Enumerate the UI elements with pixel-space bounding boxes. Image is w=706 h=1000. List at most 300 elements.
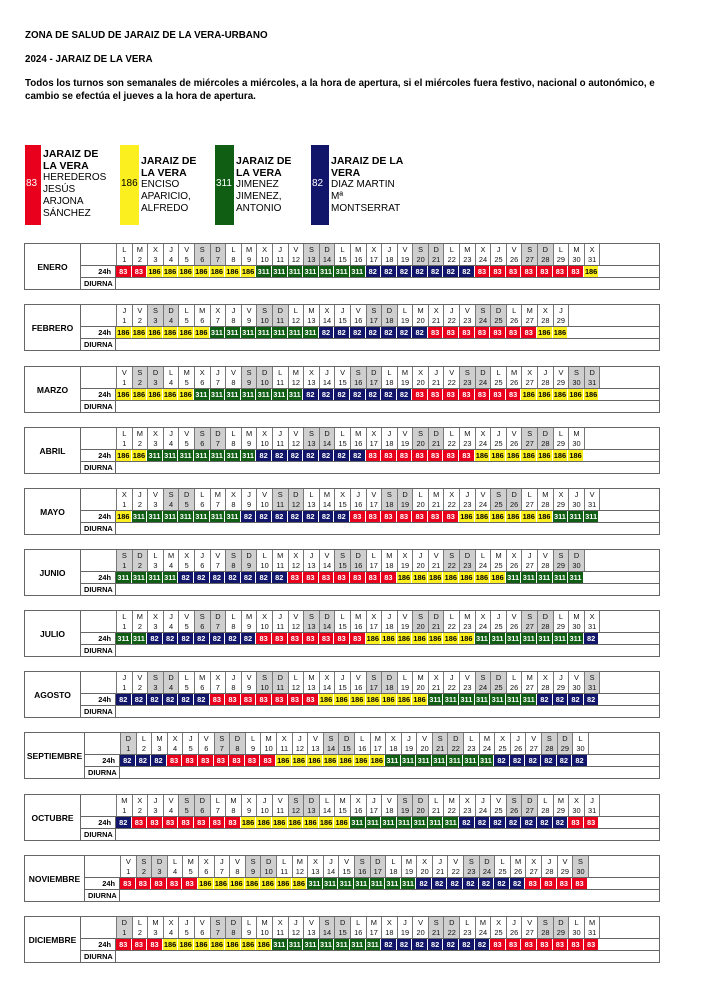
shift-cell: 83 xyxy=(568,266,584,277)
day-cell: M 12 xyxy=(293,856,309,877)
month-name: MAYO xyxy=(25,489,81,534)
shift-cell: 186 xyxy=(584,266,600,277)
shift-row-diurna xyxy=(81,522,659,534)
day-cell: L 28 xyxy=(538,795,554,816)
shift-cell: 83 xyxy=(428,511,444,522)
day-cell: L 11 xyxy=(273,367,289,388)
day-header-row xyxy=(81,367,659,388)
shift-cell: 82 xyxy=(494,878,510,889)
day-header-row xyxy=(81,550,659,571)
shift-cell: 83 xyxy=(303,572,319,583)
day-cell: V 19 xyxy=(398,611,414,632)
shift-cell: 82 xyxy=(428,939,444,950)
shift-cell: 83 xyxy=(151,878,167,889)
shift-cell: 83 xyxy=(136,878,152,889)
shift-cell: 311 xyxy=(288,266,304,277)
day-cell: X 20 xyxy=(417,856,433,877)
month-name: AGOSTO xyxy=(25,672,81,717)
shift-cell: 186 xyxy=(490,450,506,461)
shift-cell: 186 xyxy=(584,389,600,400)
day-cell: V 26 xyxy=(507,244,523,265)
shift-cell: 186 xyxy=(178,327,194,338)
shift-cell: 186 xyxy=(459,633,475,644)
day-cell: M 15 xyxy=(335,795,351,816)
month-block xyxy=(24,549,660,596)
day-cell: D 1 xyxy=(121,733,137,754)
day-cell: S 23 xyxy=(460,367,476,388)
shift-cell: 83 xyxy=(147,817,163,828)
legend-person: Mª xyxy=(331,191,344,202)
shift-cell: 311 xyxy=(334,939,350,950)
day-cell: J 25 xyxy=(491,244,507,265)
shift-cell: 83 xyxy=(225,817,241,828)
day-cell: J 11 xyxy=(273,428,289,449)
row-label: DIURNA xyxy=(81,645,116,656)
shift-cell: 83 xyxy=(490,327,506,338)
day-cell: M 10 xyxy=(261,733,277,754)
shift-cell: 83 xyxy=(568,939,584,950)
day-cell: S 14 xyxy=(324,733,340,754)
note-line-2: cambio se efectúa el jueves a la hora de apertura. xyxy=(25,91,256,102)
day-cell: X 25 xyxy=(491,917,507,938)
shift-cell: 83 xyxy=(366,511,382,522)
day-cell: J 31 xyxy=(585,795,601,816)
shift-cell: 83 xyxy=(521,939,537,950)
shift-cell: 83 xyxy=(506,939,522,950)
shift-cell: 82 xyxy=(381,327,397,338)
legend-color-swatch xyxy=(120,145,139,225)
shift-cell: 83 xyxy=(428,389,444,400)
shift-cell: 82 xyxy=(397,327,413,338)
shift-cell: 83 xyxy=(557,878,573,889)
day-cell: S 30 xyxy=(569,367,585,388)
day-cell: S 24 xyxy=(476,305,492,326)
day-cell: S 9 xyxy=(242,367,258,388)
shift-cell: 83 xyxy=(490,939,506,950)
shift-cell: 311 xyxy=(178,450,194,461)
day-cell: D 29 xyxy=(554,917,570,938)
shift-cell: 311 xyxy=(521,694,537,705)
shift-cell: 82 xyxy=(194,694,210,705)
row-label: DIURNA xyxy=(81,278,116,289)
shift-cell: 83 xyxy=(214,755,230,766)
day-cell: D 11 xyxy=(273,672,289,693)
row-label: 24h xyxy=(85,878,120,889)
shift-cell: 82 xyxy=(525,755,541,766)
day-cell: L 27 xyxy=(522,489,538,510)
day-cell: M 26 xyxy=(511,856,527,877)
day-cell: S 3 xyxy=(148,305,164,326)
shift-cell: 83 xyxy=(490,266,506,277)
shift-cell: 311 xyxy=(288,327,304,338)
day-cell: S 20 xyxy=(413,244,429,265)
day-cell: M 3 xyxy=(152,733,168,754)
shift-row-diurna xyxy=(81,400,659,412)
shift-cell: 186 xyxy=(443,572,459,583)
day-cell: V 27 xyxy=(522,917,538,938)
shift-cell: 311 xyxy=(210,327,226,338)
shift-cell: 311 xyxy=(116,633,132,644)
day-cell: M 16 xyxy=(351,611,367,632)
shift-cell: 311 xyxy=(241,450,257,461)
day-cell: J 22 xyxy=(444,305,460,326)
day-cell: D 17 xyxy=(367,367,383,388)
shift-cell: 82 xyxy=(416,878,432,889)
day-cell: D 7 xyxy=(211,611,227,632)
shift-cell: 186 xyxy=(412,694,428,705)
shift-cell: 186 xyxy=(350,694,366,705)
row-label: 24h xyxy=(81,572,116,583)
shift-cell: 311 xyxy=(288,389,304,400)
shift-cell: 83 xyxy=(459,450,475,461)
month-name: ENERO xyxy=(25,244,81,289)
shift-cell: 82 xyxy=(432,878,448,889)
shift-cell: 82 xyxy=(412,266,428,277)
day-cell: L 25 xyxy=(495,856,511,877)
shift-cell: 83 xyxy=(366,572,382,583)
shift-cell: 82 xyxy=(584,694,600,705)
shift-cell: 311 xyxy=(225,511,241,522)
day-cell: L 29 xyxy=(554,244,570,265)
day-cell: D 2 xyxy=(133,550,149,571)
shift-cell: 186 xyxy=(214,878,230,889)
shift-cell: 311 xyxy=(194,450,210,461)
shift-cell: 82 xyxy=(397,389,413,400)
shift-cell: 82 xyxy=(210,633,226,644)
day-cell: M 2 xyxy=(133,244,149,265)
month-name: FEBRERO xyxy=(25,305,81,350)
day-cell: V 23 xyxy=(460,305,476,326)
shift-cell: 186 xyxy=(256,939,272,950)
shift-cell: 82 xyxy=(568,694,584,705)
shift-cell: 83 xyxy=(521,266,537,277)
day-cell: D 9 xyxy=(242,550,258,571)
day-cell: S 19 xyxy=(398,795,414,816)
day-cell: S 21 xyxy=(429,917,445,938)
shift-cell: 82 xyxy=(225,633,241,644)
day-cell: J 4 xyxy=(164,244,180,265)
day-cell: X 6 xyxy=(195,367,211,388)
day-cell: L 6 xyxy=(195,489,211,510)
day-cell: L 18 xyxy=(386,856,402,877)
day-cell: X 28 xyxy=(538,672,554,693)
shift-cell: 186 xyxy=(568,450,584,461)
day-cell: S 16 xyxy=(355,856,371,877)
row-label: DIURNA xyxy=(81,339,116,350)
shift-row-diurna xyxy=(81,950,659,962)
shift-cell: 82 xyxy=(303,511,319,522)
shift-cell: 186 xyxy=(292,878,308,889)
shift-cell: 311 xyxy=(463,755,479,766)
shift-cell: 83 xyxy=(116,266,132,277)
day-cell: S 10 xyxy=(257,672,273,693)
shift-cell: 311 xyxy=(225,389,241,400)
shift-cell: 82 xyxy=(381,939,397,950)
shift-row-24h xyxy=(85,754,659,766)
row-label: DIURNA xyxy=(81,462,116,473)
day-cell: X 26 xyxy=(507,550,523,571)
shift-cell: 311 xyxy=(553,572,569,583)
day-header-row xyxy=(81,428,659,449)
legend-text xyxy=(43,148,106,220)
shift-cell: 186 xyxy=(245,878,261,889)
day-cell: M 27 xyxy=(522,672,538,693)
day-cell: M 16 xyxy=(351,428,367,449)
shift-cell: 311 xyxy=(568,633,584,644)
day-cell: V 2 xyxy=(133,672,149,693)
month-block xyxy=(24,488,660,535)
day-cell: X 31 xyxy=(585,611,601,632)
shift-cell: 186 xyxy=(537,511,553,522)
shift-cell: 83 xyxy=(443,450,459,461)
day-cell: J 18 xyxy=(382,244,398,265)
day-cell: X 5 xyxy=(179,550,195,571)
day-cell: S 2 xyxy=(137,856,153,877)
day-cell: V 13 xyxy=(308,733,324,754)
day-cell: J 30 xyxy=(569,489,585,510)
shift-cell: 82 xyxy=(163,633,179,644)
shift-cell: 311 xyxy=(506,694,522,705)
shift-cell: 82 xyxy=(366,266,382,277)
day-cell: L 29 xyxy=(554,428,570,449)
shift-cell: 82 xyxy=(120,755,136,766)
note-line-1: Todos los turnos son semanales de miércoles a miércoles, a la hora de apertura, si el miércoles fuera festivo, nacional o autonómico, e xyxy=(25,78,655,89)
day-cell: V 5 xyxy=(179,428,195,449)
day-cell: D 26 xyxy=(507,489,523,510)
day-cell: X 13 xyxy=(308,856,324,877)
day-cell: M 22 xyxy=(444,795,460,816)
day-cell: J 16 xyxy=(351,489,367,510)
day-cell: M 23 xyxy=(460,611,476,632)
day-cell: D 21 xyxy=(429,611,445,632)
day-cell: D 4 xyxy=(164,672,180,693)
month-block xyxy=(24,916,660,963)
day-cell: L 8 xyxy=(226,428,242,449)
shift-cell: 186 xyxy=(475,450,491,461)
shift-cell: 82 xyxy=(303,450,319,461)
shift-cell: 82 xyxy=(510,878,526,889)
day-cell: V 12 xyxy=(289,428,305,449)
shift-cell: 83 xyxy=(198,755,214,766)
month-name: OCTUBRE xyxy=(25,795,81,840)
shift-row-diurna xyxy=(85,889,659,901)
day-cell: D 29 xyxy=(558,733,574,754)
shift-cell: 186 xyxy=(412,572,428,583)
day-cell: L 22 xyxy=(444,428,460,449)
shift-cell: 83 xyxy=(182,878,198,889)
shift-cell: 186 xyxy=(397,633,413,644)
legend-person: HEREDEROS xyxy=(43,172,107,183)
shift-cell: 82 xyxy=(334,327,350,338)
shift-row-diurna xyxy=(81,705,659,717)
day-cell: D 3 xyxy=(152,856,168,877)
shift-cell: 83 xyxy=(521,327,537,338)
day-cell: D 25 xyxy=(491,672,507,693)
shift-cell: 186 xyxy=(370,755,386,766)
shift-cell: 186 xyxy=(163,266,179,277)
month-block xyxy=(24,427,660,474)
shift-cell: 83 xyxy=(381,572,397,583)
day-cell: S 27 xyxy=(522,428,538,449)
day-cell: J 12 xyxy=(289,917,305,938)
day-cell: M 30 xyxy=(569,611,585,632)
shift-cell: 83 xyxy=(443,327,459,338)
day-cell: D 8 xyxy=(230,733,246,754)
shift-row-diurna xyxy=(81,583,659,595)
day-cell: V 27 xyxy=(526,733,542,754)
day-cell: M 14 xyxy=(320,489,336,510)
day-cell: M 21 xyxy=(429,489,445,510)
day-cell: J 22 xyxy=(444,672,460,693)
day-cell: M 6 xyxy=(195,672,211,693)
day-cell: X 3 xyxy=(148,611,164,632)
shift-cell: 186 xyxy=(147,266,163,277)
shift-cell: 82 xyxy=(319,389,335,400)
shift-cell: 311 xyxy=(241,327,257,338)
day-cell: X 4 xyxy=(168,733,184,754)
row-label: 24h xyxy=(81,327,116,338)
day-cell: L 2 xyxy=(133,917,149,938)
shift-cell: 83 xyxy=(584,817,600,828)
day-cell: M 30 xyxy=(569,428,585,449)
day-cell: D 31 xyxy=(585,367,601,388)
day-cell: M 4 xyxy=(164,550,180,571)
day-cell: D 6 xyxy=(195,795,211,816)
shift-cell: 83 xyxy=(272,633,288,644)
day-cell: J 28 xyxy=(538,367,554,388)
day-cell: L 23 xyxy=(460,917,476,938)
shift-cell: 186 xyxy=(132,327,148,338)
shift-cell: 83 xyxy=(350,511,366,522)
shift-cell: 186 xyxy=(163,327,179,338)
day-cell: X 22 xyxy=(444,489,460,510)
shift-cell: 82 xyxy=(459,266,475,277)
shift-cell: 311 xyxy=(319,266,335,277)
shift-cell: 83 xyxy=(334,633,350,644)
shift-cell: 186 xyxy=(116,389,132,400)
day-cell: V 22 xyxy=(444,367,460,388)
legend-text xyxy=(331,155,403,215)
shift-cell: 82 xyxy=(151,755,167,766)
shift-cell: 311 xyxy=(370,878,386,889)
shift-cell: 186 xyxy=(147,327,163,338)
shift-cell: 82 xyxy=(412,939,428,950)
day-cell: J 28 xyxy=(542,856,558,877)
day-cell: J 17 xyxy=(367,795,383,816)
day-cell: M 23 xyxy=(460,244,476,265)
shift-row-diurna xyxy=(81,644,659,656)
day-cell: L 23 xyxy=(464,733,480,754)
shift-cell: 82 xyxy=(178,633,194,644)
day-cell: S 1 xyxy=(117,550,133,571)
legend-person: ANTONIO xyxy=(236,203,282,214)
shift-cell: 83 xyxy=(194,817,210,828)
day-cell: X 31 xyxy=(585,244,601,265)
shift-cell: 82 xyxy=(479,878,495,889)
row-label: 24h xyxy=(81,511,116,522)
month-block xyxy=(24,671,660,718)
shift-cell: 186 xyxy=(319,694,335,705)
day-cell: X 19 xyxy=(398,550,414,571)
day-cell: L 9 xyxy=(246,733,262,754)
shift-cell: 83 xyxy=(260,755,276,766)
day-cell: L 15 xyxy=(335,611,351,632)
day-cell: V 8 xyxy=(226,367,242,388)
day-cell: J 1 xyxy=(117,305,133,326)
shift-cell: 186 xyxy=(338,755,354,766)
shift-cell: 82 xyxy=(210,572,226,583)
month-block xyxy=(24,243,660,290)
day-cell: L 5 xyxy=(179,305,195,326)
shift-cell: 311 xyxy=(428,694,444,705)
shift-cell: 311 xyxy=(490,694,506,705)
day-cell: L 30 xyxy=(573,733,589,754)
shift-cell: 311 xyxy=(225,327,241,338)
day-cell: D 4 xyxy=(164,305,180,326)
day-cell: X 7 xyxy=(211,305,227,326)
shift-cell: 311 xyxy=(350,939,366,950)
legend-name: LA VERA xyxy=(43,160,89,172)
shift-cell: 186 xyxy=(198,878,214,889)
shift-row-24h xyxy=(81,388,659,400)
day-cell: X 17 xyxy=(367,428,383,449)
shift-cell: 83 xyxy=(303,694,319,705)
legend-person: ENCISO xyxy=(141,179,180,190)
month-block xyxy=(24,855,660,902)
shift-cell: 311 xyxy=(475,633,491,644)
legend-name: JARAIZ DE xyxy=(43,148,99,160)
shift-cell: 82 xyxy=(116,817,132,828)
day-cell: V 26 xyxy=(507,611,523,632)
day-cell: L 13 xyxy=(304,489,320,510)
page-title: ZONA DE SALUD DE JARAIZ DE LA VERA-URBANO xyxy=(25,30,268,41)
shift-cell: 311 xyxy=(334,266,350,277)
day-cell: S 13 xyxy=(304,244,320,265)
day-cell: M 9 xyxy=(242,428,258,449)
shift-cell: 83 xyxy=(381,511,397,522)
day-cell: L 16 xyxy=(351,917,367,938)
day-cell: X 7 xyxy=(211,672,227,693)
day-cell: X 24 xyxy=(476,244,492,265)
shift-cell: 83 xyxy=(525,878,541,889)
day-cell: S 23 xyxy=(464,856,480,877)
shift-row-diurna xyxy=(81,828,659,840)
day-cell: V 23 xyxy=(460,672,476,693)
day-cell: J 29 xyxy=(554,305,570,326)
shift-cell: 311 xyxy=(584,511,600,522)
shift-cell: 186 xyxy=(428,633,444,644)
day-cell: V 29 xyxy=(554,367,570,388)
day-cell: J 15 xyxy=(335,305,351,326)
shift-cell: 186 xyxy=(303,817,319,828)
day-cell: L 24 xyxy=(476,550,492,571)
shift-cell: 83 xyxy=(475,389,491,400)
shift-cell: 311 xyxy=(163,511,179,522)
day-cell: D 15 xyxy=(339,733,355,754)
month-block xyxy=(24,366,660,413)
day-cell: L 18 xyxy=(382,367,398,388)
shift-row-24h xyxy=(81,510,659,522)
day-cell: V 16 xyxy=(351,672,367,693)
shift-cell: 82 xyxy=(163,694,179,705)
day-cell: L 19 xyxy=(398,305,414,326)
shift-cell: 186 xyxy=(553,450,569,461)
shift-cell: 311 xyxy=(272,389,288,400)
shift-cell: 311 xyxy=(506,633,522,644)
shift-cell: 82 xyxy=(147,694,163,705)
shift-cell: 311 xyxy=(479,755,495,766)
month-block xyxy=(24,794,660,841)
